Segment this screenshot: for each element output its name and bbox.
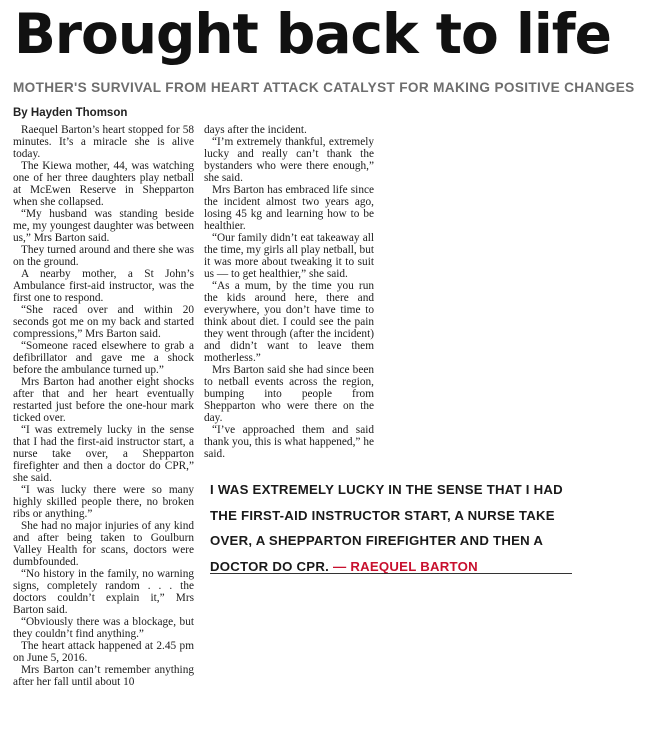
paragraph: They turned around and there she was on the ground. <box>13 244 194 268</box>
byline: By Hayden Thomson <box>13 107 128 119</box>
paragraph: “As a mum, by the time you run the kids around here, there and everywhere, you don’t have time to think about diet. I could see the pain they went through (after the incident) and didn’t want to leave them motherless.” <box>204 280 374 364</box>
paragraph: “My husband was standing beside me, my youngest daughter was between us,” Mrs Barton said. <box>13 208 194 244</box>
pull-quote-rule <box>210 573 572 574</box>
paragraph: Mrs Barton has embraced life since the incident almost two years ago, losing 45 kg and learning how to be healthier. <box>204 184 374 232</box>
paragraph: “I’m extremely thankful, extremely lucky and really can’t thank the bystanders who were there enough,” she said. <box>204 136 374 184</box>
paragraph: “I was extremely lucky in the sense that I had the first-aid instructor start, a nurse take over, a Shepparton firefighter and then a doctor do CPR,” she said. <box>13 424 194 484</box>
article-column-1 <box>13 124 194 688</box>
paragraph: “She raced over and within 20 seconds got me on my back and started compressions,” Mrs Barton said. <box>13 304 194 340</box>
paragraph: A nearby mother, a St John’s Ambulance first-aid instructor, was the first one to respond. <box>13 268 194 304</box>
subheadline: MOTHER'S SURVIVAL FROM HEART ATTACK CATALYST FOR MAKING POSITIVE CHANGES <box>13 80 635 95</box>
paragraph: Raequel Barton’s heart stopped for 58 minutes. It’s a miracle she is alive today. <box>13 124 194 160</box>
paragraph: “No history in the family, no warning signs, completely random . . . the doctors couldn’t explain it,” Mrs Barton said. <box>13 568 194 616</box>
article-column-2 <box>204 124 374 460</box>
paragraph: Mrs Barton said she had since been to netball events across the region, bumping into people from Shepparton who were there on the day. <box>204 364 374 424</box>
paragraph: “Our family didn’t eat takeaway all the time, my girls all play netball, but it was more about tweaking it to suit us — to get healthier,” she said. <box>204 232 374 280</box>
paragraph: She had no major injuries of any kind and after being taken to Goulburn Valley Health for scans, doctors were dumbfounded. <box>13 520 194 568</box>
paragraph: “Obviously there was a blockage, but they couldn’t find anything.” <box>13 616 194 640</box>
pull-quote-text: I WAS EXTREMELY LUCKY IN THE SENSE THAT I HAD THE FIRST-AID INSTRUCTOR START, A NURSE TAKE OVER, A SHEPPARTON FIREFIGHTER AND THEN A DOCTOR DO CPR. <box>210 482 563 574</box>
paragraph: “I was lucky there were so many highly skilled people there, no broken ribs or anything.” <box>13 484 194 520</box>
paragraph: “Someone raced elsewhere to grab a defibrillator and gave me a shock before the ambulance turned up.” <box>13 340 194 376</box>
paragraph: The Kiewa mother, 44, was watching one of her three daughters play netball at McEwen Reserve in Shepparton when she collapsed. <box>13 160 194 208</box>
pull-quote-dash: — <box>332 558 347 574</box>
paragraph: Mrs Barton can’t remember anything after her fall until about 10 <box>13 664 194 688</box>
paragraph: The heart attack happened at 2.45 pm on June 5, 2016. <box>13 640 194 664</box>
paragraph-continuation: days after the incident. <box>204 124 307 136</box>
pull-quote <box>210 477 575 579</box>
paragraph: “I’ve approached them and said thank you, this is what happened,” he said. <box>204 424 374 460</box>
paragraph: Mrs Barton had another eight shocks after that and her heart eventually restarted just before the one-hour mark ticked over. <box>13 376 194 424</box>
headline: Brought back to life <box>14 2 611 66</box>
pull-quote-attribution: RAEQUEL BARTON <box>350 558 478 574</box>
